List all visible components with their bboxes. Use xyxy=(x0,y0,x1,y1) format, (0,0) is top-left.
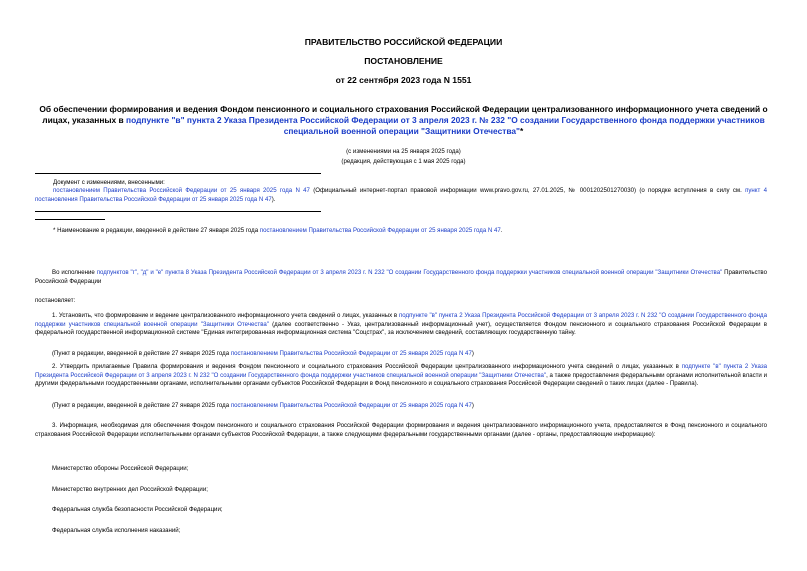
footnote-divider xyxy=(35,219,105,220)
item-1 xyxy=(35,312,767,338)
item-1-text-end: (далее соответственно - Указ, централизованный информационный учет), осуществляется Фондом пенсионного и социального страхования Российской Федерации в федеральной государственной информационной системе "Единая интегрированная информационная система "Соцстрах", за исключением сведений, составляющих государственную тайну. xyxy=(35,320,767,337)
body-item: Федеральная служба безопасности Российской Федерации; xyxy=(52,506,223,513)
document-title xyxy=(32,104,775,137)
title-decree-link[interactable]: подпункте "в" пункта 2 Указа Президента Российской Федерации от 3 апреля 2023 г. № 232 "О создании Государственного фонда поддержки участников специальной военной операции "Защитники Отечества" xyxy=(126,115,765,136)
amendment-decree-link[interactable]: постановлением Правительства Российской Федерации от 25 января 2025 года N 47 xyxy=(53,187,310,194)
footnote-decree-link[interactable]: постановлением Правительства Российской Федерации от 25 января 2025 года N 47 xyxy=(259,227,501,234)
amendments-bottom-divider xyxy=(35,211,321,212)
title-text: Об обеспечении формирования и ведения Фондом пенсионного и социального страхования Российской Федерации централизованного информационного учета сведений о лицах, указанных в xyxy=(39,104,768,125)
preamble-text: Во исполнение xyxy=(52,269,97,276)
preamble-government: Правительство Российской Федерации xyxy=(35,269,767,285)
item-2-note-text: (Пункт в редакции, введенной в действие 27 января 2025 года xyxy=(52,402,231,409)
item-1-note-end: ) xyxy=(471,350,474,357)
amendment-source-text: (Официальный интернет-портал правовой информации www.pravo.gov.ru, 27.01.2025, № 0001202501270030) (о порядке вступления в силу см. xyxy=(309,187,746,194)
edition-valid: (редакция, действующая с 1 мая 2025 года) xyxy=(341,158,466,165)
amendment-end-text: ). xyxy=(271,195,276,203)
item-1-text: 1. Установить, что формирование и ведение централизованного информационного учета сведений о лицах, указанных в xyxy=(52,312,399,319)
item-2-note xyxy=(35,402,767,411)
preamble xyxy=(35,269,767,286)
item-1-note-link[interactable]: постановлением Правительства Российской Федерации от 25 января 2025 года N 47 xyxy=(230,350,472,357)
document-type-heading: ПОСТАНОВЛЕНИЕ xyxy=(364,56,443,66)
body-item: Федеральная служба исполнения наказаний; xyxy=(52,527,181,534)
body-item: Министерство обороны Российской Федерации; xyxy=(52,465,189,472)
item-2-text: 2. Утвердить прилагаемые Правила формирования и ведения Фондом пенсионного и социального страхования Российской Федерации централизованного информационного учета сведений о лицах, указанных в xyxy=(52,363,682,370)
government-heading: ПРАВИТЕЛЬСТВО РОССИЙСКОЙ ФЕДЕРАЦИИ xyxy=(304,37,503,47)
body-item: Министерство внутренних дел Российской Федерации; xyxy=(52,486,208,493)
item-2 xyxy=(35,363,767,389)
amendments-top-divider xyxy=(35,173,321,174)
item-1-note xyxy=(35,350,767,359)
document-date-number: от 22 сентября 2023 года N 1551 xyxy=(335,75,472,85)
amendment-entry-link[interactable]: пункт 4 постановления Правительства Российской Федерации от 25 января 2025 года N 47 xyxy=(35,187,767,203)
resolves-text: постановляет: xyxy=(35,297,76,304)
edition-changes: (с изменениями на 25 января 2025 года) xyxy=(346,148,461,155)
item-2-note-end: ) xyxy=(471,402,474,409)
item-2-text-end: , а также предоставления федеральными органами исполнительной власти и другими федеральными государственными органами, исполнительными органами субъектов Российской Федерации в Фонд пенсионного и социального страхования Российской Федерации сведений о таких лицах (далее - Правила). xyxy=(35,371,767,388)
title-footnote-mark: * xyxy=(520,126,524,136)
preamble-decree-link[interactable]: подпунктов "г", "д" и "е" пункта 8 Указа Президента Российской Федерации от 3 апреля 2023 г. N 232 "О создании Государственного фонда поддержки участников специальной военной операции "Защитники Отечества" xyxy=(96,269,723,276)
item-3: 3. Информация, необходимая для обеспечения Фондом пенсионного и социального страхования Российской Федерации формирования и ведения централизованного информационного учета, предоставляется в Фонд пенсионного и социального страхования Российской Федерации исполнительными органами субъектов Российской Федерации, а также следующими федеральными государственными органами (далее - органы, предоставляющие информацию): xyxy=(35,422,767,438)
footnote xyxy=(53,227,767,236)
item-1-note-text: (Пункт в редакции, введенной в действие 27 января 2025 года xyxy=(52,350,231,357)
footnote-end: . xyxy=(500,227,503,234)
item-2-note-link[interactable]: постановлением Правительства Российской Федерации от 25 января 2025 года N 47 xyxy=(230,402,472,409)
item-2-decree-link[interactable]: подпункте "в" пункта 2 Указа Президента Российской Федерации от 3 апреля 2023 г. N 232 "О создании Государственного фонда поддержки участников специальной военной операции "Защитники Отечества" xyxy=(35,363,768,379)
item-1-decree-link[interactable]: подпункте "в" пункта 2 Указа Президента Российской Федерации от 3 апреля 2023 г. N 232 "О создании Государственного фонда поддержки участников специальной военной операции "Защитники Отечества" xyxy=(35,312,767,328)
footnote-text: * Наименование в редакции, введенной в действие 27 января 2025 года xyxy=(53,227,260,234)
amendments-intro: Документ с изменениями, внесенными: xyxy=(53,179,165,186)
amendments-list xyxy=(35,187,767,204)
